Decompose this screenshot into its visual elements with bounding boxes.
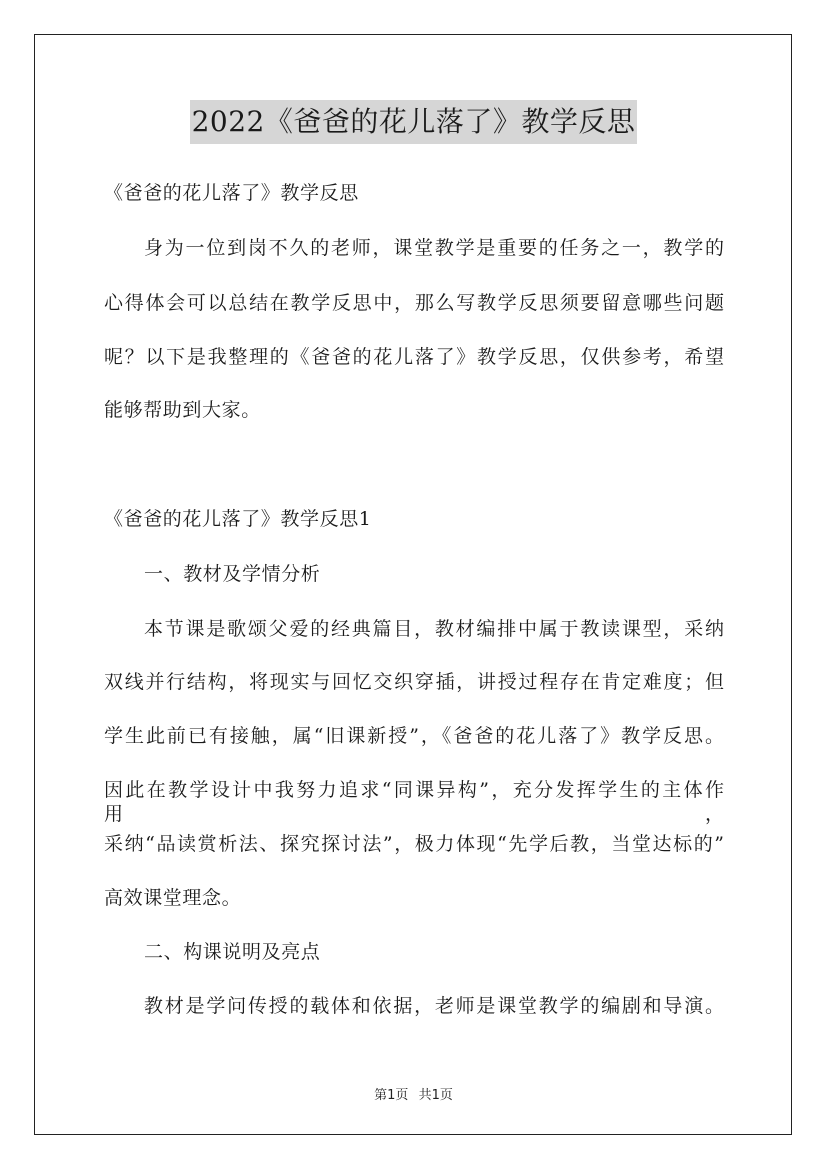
paragraph-line: 双线并行结构，将现实与回忆交织穿插，讲授过程存在肯定难度；但 <box>104 671 725 693</box>
title-container <box>0 100 827 144</box>
intro-line: 身为一位到岗不久的老师，课堂教学是重要的任务之一，教学的 <box>144 237 725 259</box>
page-footer <box>0 1084 827 1103</box>
section-title: 《爸爸的花儿落了》教学反思1 <box>104 508 372 530</box>
page-number: 第1页 <box>374 1088 409 1103</box>
paragraph-line: 本节课是歌颂父爱的经典篇目，教材编排中属于教读课型，采纳 <box>144 618 725 640</box>
paragraph-line: 采纳“品读赏析法、探究探讨法”，极力体现“先学后教，当堂达标的” <box>104 833 725 855</box>
paragraph-line: 教材是学问传授的载体和依据，老师是课堂教学的编剧和导演。 <box>144 995 725 1017</box>
intro-line: 心得体会可以总结在教学反思中，那么写教学反思须要留意哪些问题 <box>104 292 725 314</box>
intro-line: 能够帮助到大家。 <box>104 399 261 421</box>
intro-line: 呢？以下是我整理的《爸爸的花儿落了》教学反思，仅供参考，希望 <box>104 346 725 368</box>
paragraph-line: 因此在教学设计中我努力追求“同课异构”，充分发挥学生的主体作用， <box>104 779 725 825</box>
page-total: 共1页 <box>418 1088 453 1103</box>
paragraph-line: 高效课堂理念。 <box>104 887 242 909</box>
document-subtitle: 《爸爸的花儿落了》教学反思 <box>104 182 359 204</box>
heading-course-structure: 二、构课说明及亮点 <box>144 941 321 963</box>
paragraph-line: 学生此前已有接触，属“旧课新授”，《爸爸的花儿落了》教学反思。 <box>104 725 725 747</box>
document-title: 2022《爸爸的花儿落了》教学反思 <box>190 100 638 144</box>
heading-materials-analysis: 一、教材及学情分析 <box>144 563 321 585</box>
